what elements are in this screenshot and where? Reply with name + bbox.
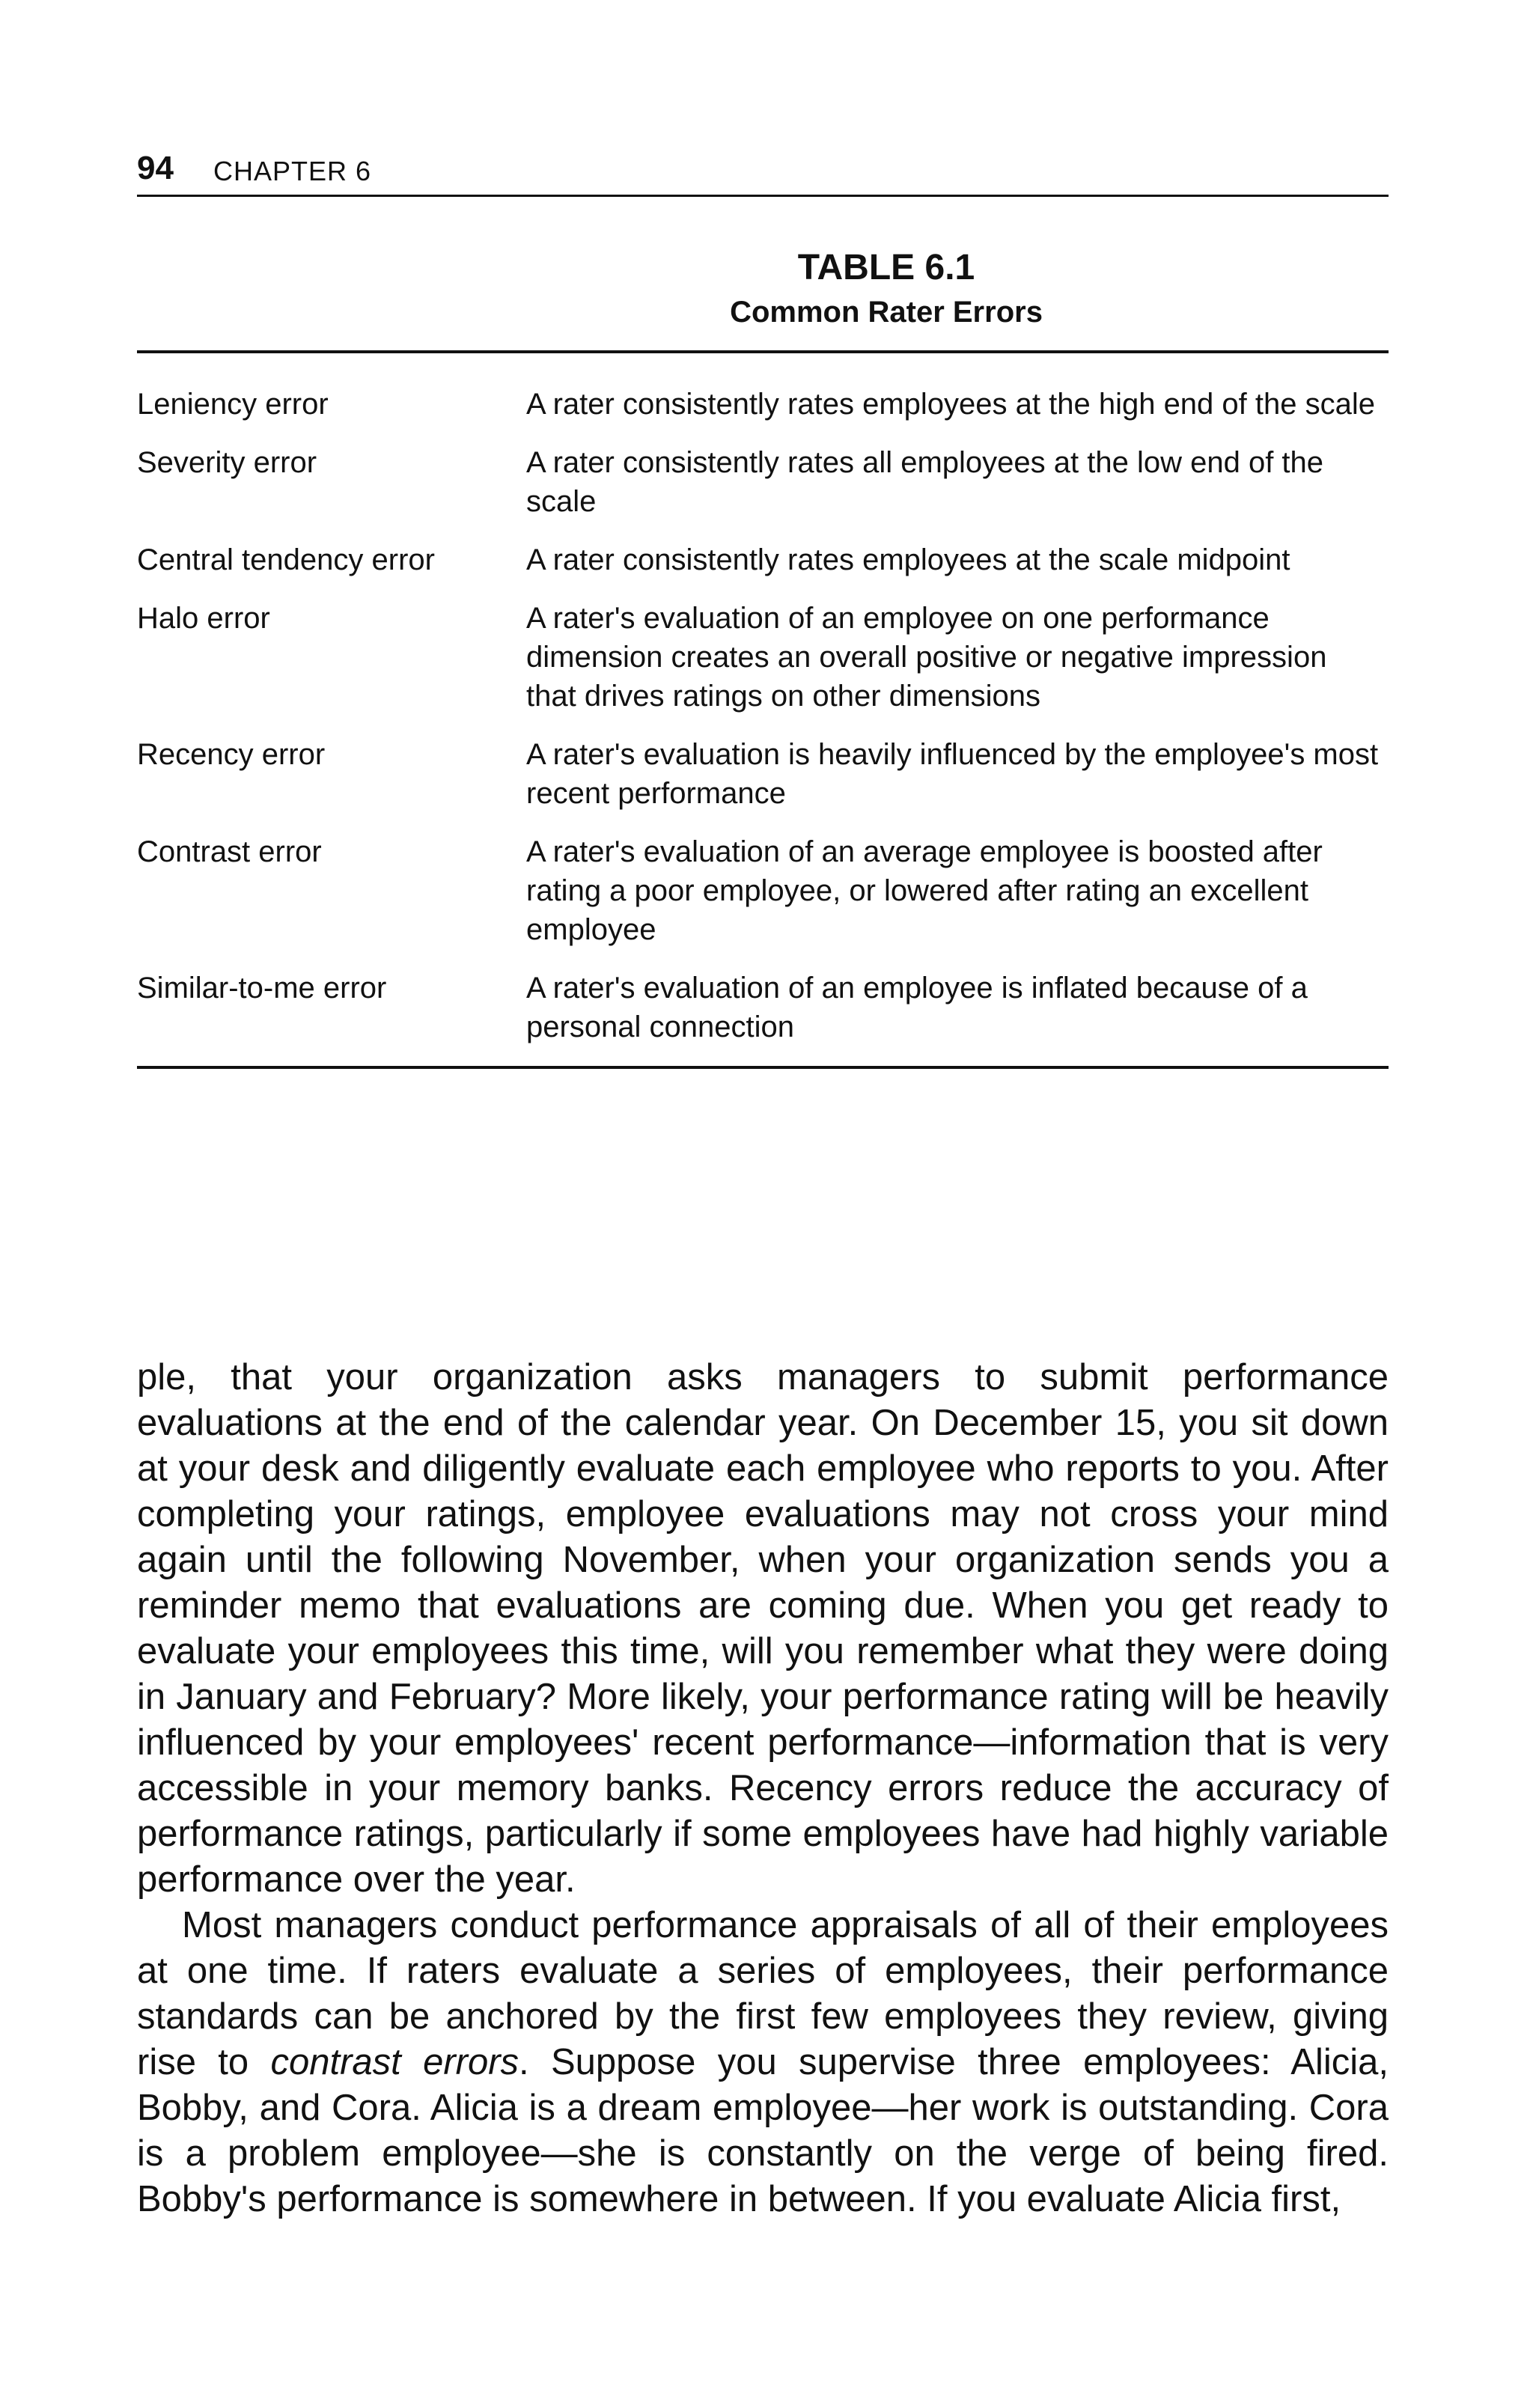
- table-title: TABLE 6.1: [797, 248, 975, 287]
- error-definition: A rater consistently rates all employees at the low end of the scale: [526, 446, 1324, 518]
- error-definition: A rater's evaluation is heavily influenced by the employee's most recent performance: [526, 738, 1379, 810]
- table-row: [137, 599, 1389, 716]
- page-header: [137, 150, 1389, 197]
- error-definition: A rater consistently rates employees at the high end of the scale: [526, 388, 1375, 421]
- paragraph-text: . Suppose you supervise three employees: Alicia, Bobby, and Cora. Alicia is a dream employee—her work is outstanding. Cora is a problem employee—she is constantly on the verge of being fired. Bobby's performance is somewhere in between. If you evaluate Alicia first,: [137, 2042, 1389, 2219]
- table-rows: [137, 385, 1389, 1046]
- paragraph: [137, 1903, 1389, 2222]
- emphasized-term: contrast errors: [270, 2042, 519, 2082]
- error-term: Similar-to-me error: [137, 972, 387, 1005]
- paragraph: ple, that your organization asks managers to submit performance evaluations at the end of the calendar year. On December 15, you sit down at your desk and diligently evaluate each employee who reports to you. After completing your ratings, employee evaluations may not cross your mind again until the following November, when your organization sends you a reminder memo that evaluations are coming due. When you get ready to evaluate your employees this time, will you remember what they were doing in January and February? More likely, your performance rating will be heavily influenced by your employees' recent performance—information that is very accessible in your memory banks. Recency errors reduce the accuracy of performance ratings, particularly if some employees have had highly variable performance over the year.: [137, 1357, 1389, 1900]
- table-row: [137, 832, 1389, 949]
- error-term: Recency error: [137, 738, 326, 771]
- error-definition: A rater's evaluation of an employee is inflated because of a personal connection: [526, 972, 1308, 1043]
- paragraph-text: Most managers conduct performance appraisals of all of their employees at one time. If raters evaluate a series of employees, their performance standards can be anchored by the first few employees they review, giving rise to: [137, 1905, 1389, 2082]
- table-bottom-rule: [137, 1066, 1389, 1069]
- error-term: Central tendency error: [137, 543, 435, 576]
- error-definition: A rater's evaluation of an average employee is boosted after rating a poor employee, or lowered after rating an excellent employee: [526, 835, 1323, 946]
- page-number: 94: [137, 150, 174, 186]
- error-term: Halo error: [137, 602, 270, 635]
- table-row: [137, 385, 1389, 424]
- table-row: [137, 969, 1389, 1046]
- rater-errors-table: [137, 247, 1389, 1069]
- table-top-rule: [137, 350, 1389, 353]
- error-definition: A rater consistently rates employees at the scale midpoint: [526, 543, 1290, 576]
- table-row: [137, 735, 1389, 813]
- error-definition: A rater's evaluation of an employee on one performance dimension creates an overall positive or negative impression that drives ratings on other dimensions: [526, 602, 1327, 713]
- table-row: [137, 443, 1389, 521]
- table-subtitle: Common Rater Errors: [730, 296, 1043, 329]
- error-term: Contrast error: [137, 835, 322, 868]
- body-text: [137, 1355, 1389, 2222]
- chapter-label: CHAPTER 6: [213, 156, 372, 186]
- error-term: Leniency error: [137, 388, 329, 421]
- table-row: [137, 540, 1389, 579]
- error-term: Severity error: [137, 446, 317, 479]
